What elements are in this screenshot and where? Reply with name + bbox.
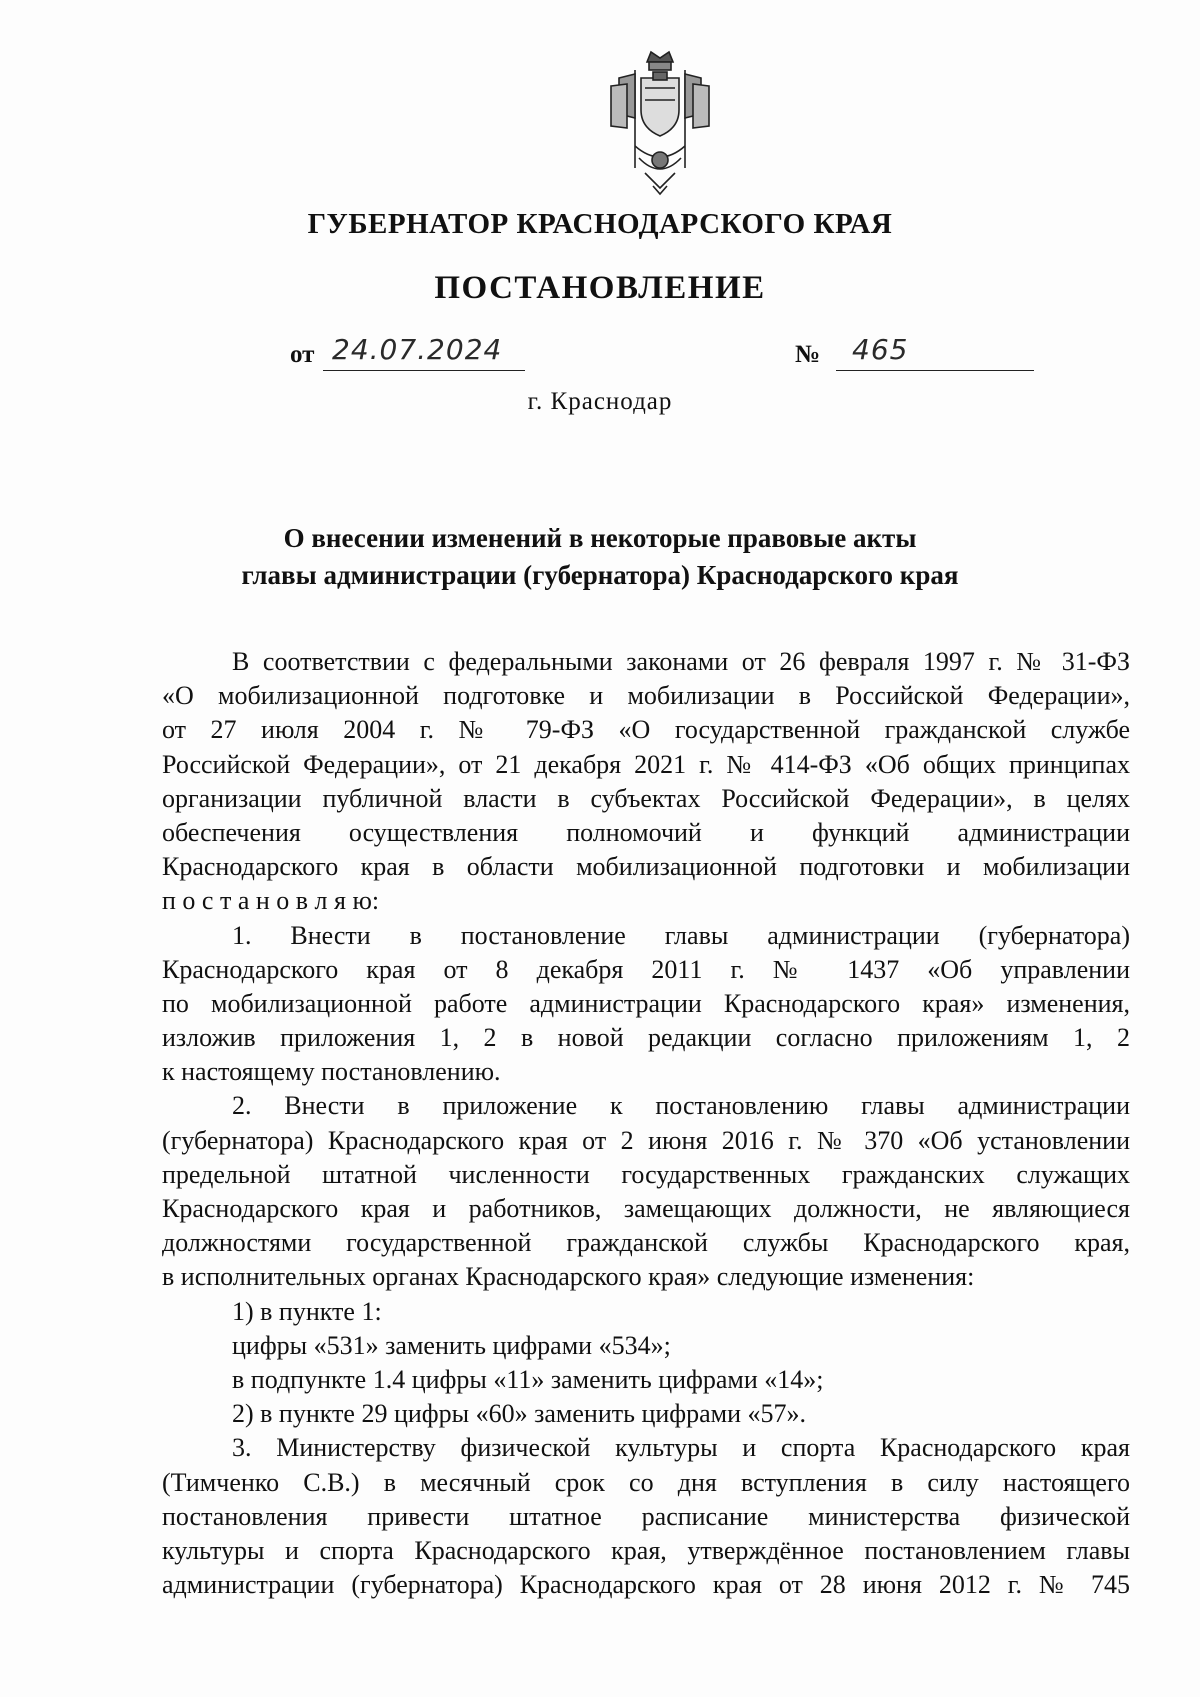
body-line: постановления привести штатное расписание министерства физической [162, 1501, 1130, 1531]
document-title [150, 520, 1050, 594]
body-line: 3. Министерству физической культуры и спорта Краснодарского края [232, 1433, 1130, 1463]
body-line: по мобилизационной работе администрации Краснодарского края» изменения, [162, 988, 1130, 1018]
title-line: О внесении изменений в некоторые правовые акты [283, 523, 917, 553]
body-line: должностями государственной гражданской службы Краснодарского края, [162, 1228, 1130, 1258]
body-line: Российской Федерации», от 21 декабря 2021 г. № 414-ФЗ «Об общих принципах [162, 749, 1130, 779]
body-line: администрации (губернатора) Краснодарского края от 28 июня 2012 г. № 745 [162, 1570, 1130, 1600]
body-line: В соответствии с федеральными законами от 26 февраля 1997 г. № 31-ФЗ [232, 647, 1130, 676]
number-underline [836, 370, 1034, 371]
city: г. Краснодар [527, 388, 673, 415]
body-line: к настоящему постановлению. [162, 1057, 501, 1087]
body-line: от 27 июля 2004 г. № 79-ФЗ «О государственной гражданской службе [162, 715, 1130, 745]
body-line: Краснодарского края в области мобилизационной подготовки и мобилизации [162, 852, 1130, 882]
document-date: 24.07.2024 [332, 333, 503, 366]
body-line: обеспечения осуществления полномочий и функций администрации [162, 817, 1130, 847]
number-label: № [795, 341, 821, 368]
body-line: изложив приложения 1, 2 в новой редакции согласно приложениям 1, 2 [162, 1023, 1130, 1053]
body-line: 2. Внести в приложение к постановлению главы администрации [232, 1091, 1130, 1121]
body-line: в подпункте 1.4 цифры «11» заменить цифрами «14»; [232, 1364, 824, 1394]
body-line: Краснодарского края и работников, замещающих должности, не являющиеся [162, 1194, 1130, 1223]
body-line: организации публичной власти в субъектах Российской Федерации», в целях [162, 783, 1130, 813]
document-type: ПОСТАНОВЛЕНИЕ [434, 270, 766, 306]
issuing-authority: ГУБЕРНАТОР КРАСНОДАРСКОГО КРАЯ [307, 208, 893, 240]
date-label: от [290, 341, 315, 368]
body-line: 1) в пункте 1: [232, 1296, 382, 1326]
body-line: (Тимченко С.В.) в месячный срок со дня вступления в силу настоящего [162, 1467, 1130, 1497]
document-number: 465 [852, 333, 909, 366]
body-line: культуры и спорта Краснодарского края, утверждённое постановлением главы [162, 1535, 1130, 1565]
body-line: (губернатора) Краснодарского края от 2 июня 2016 г. № 370 «Об установлении [162, 1125, 1130, 1155]
body-line: в исполнительных органах Краснодарского края» следующие изменения: [162, 1262, 975, 1292]
body-line: 2) в пункте 29 цифры «60» заменить цифрами «57». [232, 1399, 807, 1429]
body-line: цифры «531» заменить цифрами «534»; [232, 1330, 671, 1360]
document-body [162, 645, 1130, 1602]
coat-of-arms-icon [605, 48, 715, 198]
body-line: Краснодарского края от 8 декабря 2011 г. № 1437 «Об управлении [162, 954, 1130, 984]
title-line: главы администрации (губернатора) Краснодарского края [241, 560, 959, 590]
body-line: предельной штатной численности государственных гражданских служащих [162, 1159, 1130, 1189]
date-underline [323, 370, 525, 371]
body-line: 1. Внести в постановление главы администрации (губернатора) [232, 920, 1130, 950]
body-line: «О мобилизационной подготовке и мобилизации в Российской Федерации», [162, 681, 1130, 711]
body-line: п о с т а н о в л я ю: [162, 886, 380, 916]
